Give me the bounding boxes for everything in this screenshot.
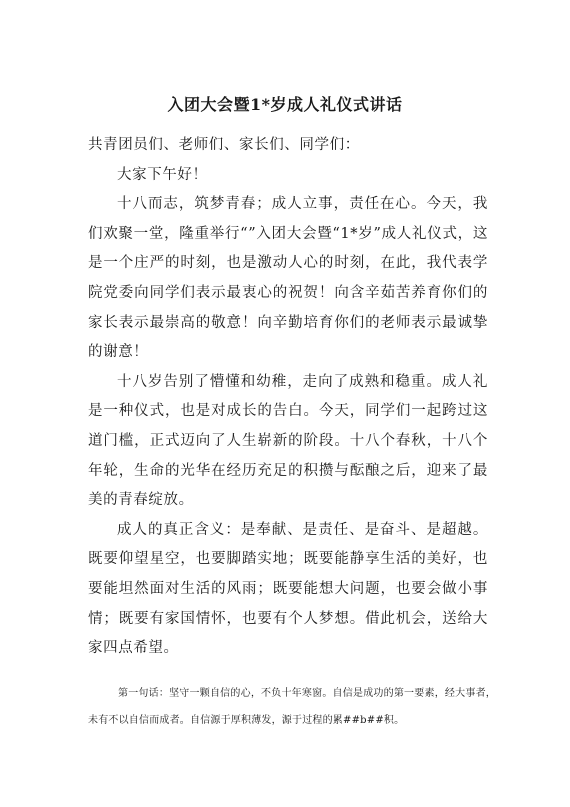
paragraph-2: 十八岁告别了懵懂和幼稚，走向了成熟和稳重。成人礼是一种仪式，也是对成长的告白。今天，同学们一起跨过这道门槛，正式迈向了人生崭新的阶段。十八个春秋，十八个年轮，生命的光华在经历充足的积攒与酝酿之后，迎来了最美的青春绽放。 <box>88 373 488 509</box>
paragraph-3: 成人的真正含义：是奉献、是责任、是奋斗、是超越。既要仰望星空，也要脚踏实地；既要能静享生活的美好，也要能坦然面对生活的风雨；既要能想大问题，也要会做小事情；既要有家国情怀，也要有个人梦想。借此机会，送给大家四点希望。 <box>88 521 488 657</box>
footnote <box>88 680 496 734</box>
paragraph-1: 十八而志，筑梦青春；成人立事，责任在心。今天，我们欢聚一堂，隆重举行“”入团大会暨“1*岁”成人礼仪式，这是一个庄严的时刻，也是激动人心的时刻，在此，我代表学院党委向同学们表示最衷心的祝贺！向含辛茹苦养育你们的家长表示最崇高的敬意！向辛勤培育你们的老师表示最诚挚的谢意！ <box>88 196 488 361</box>
salutation: 共青团员们、老师们、家长们、同学们： <box>88 137 360 153</box>
footnote-text: 第一句话：坚守一颗自信的心，不负十年寒窗。自信是成功的第一要素，经大事者，未有不以自信而成者。自信源于厚积薄发，源于过程的累##b##积。 <box>88 688 496 726</box>
document-body <box>88 131 488 664</box>
greeting: 大家下午好！ <box>117 166 208 183</box>
document-title: 入团大会暨1*岁成人礼仪式讲话 <box>167 95 403 114</box>
